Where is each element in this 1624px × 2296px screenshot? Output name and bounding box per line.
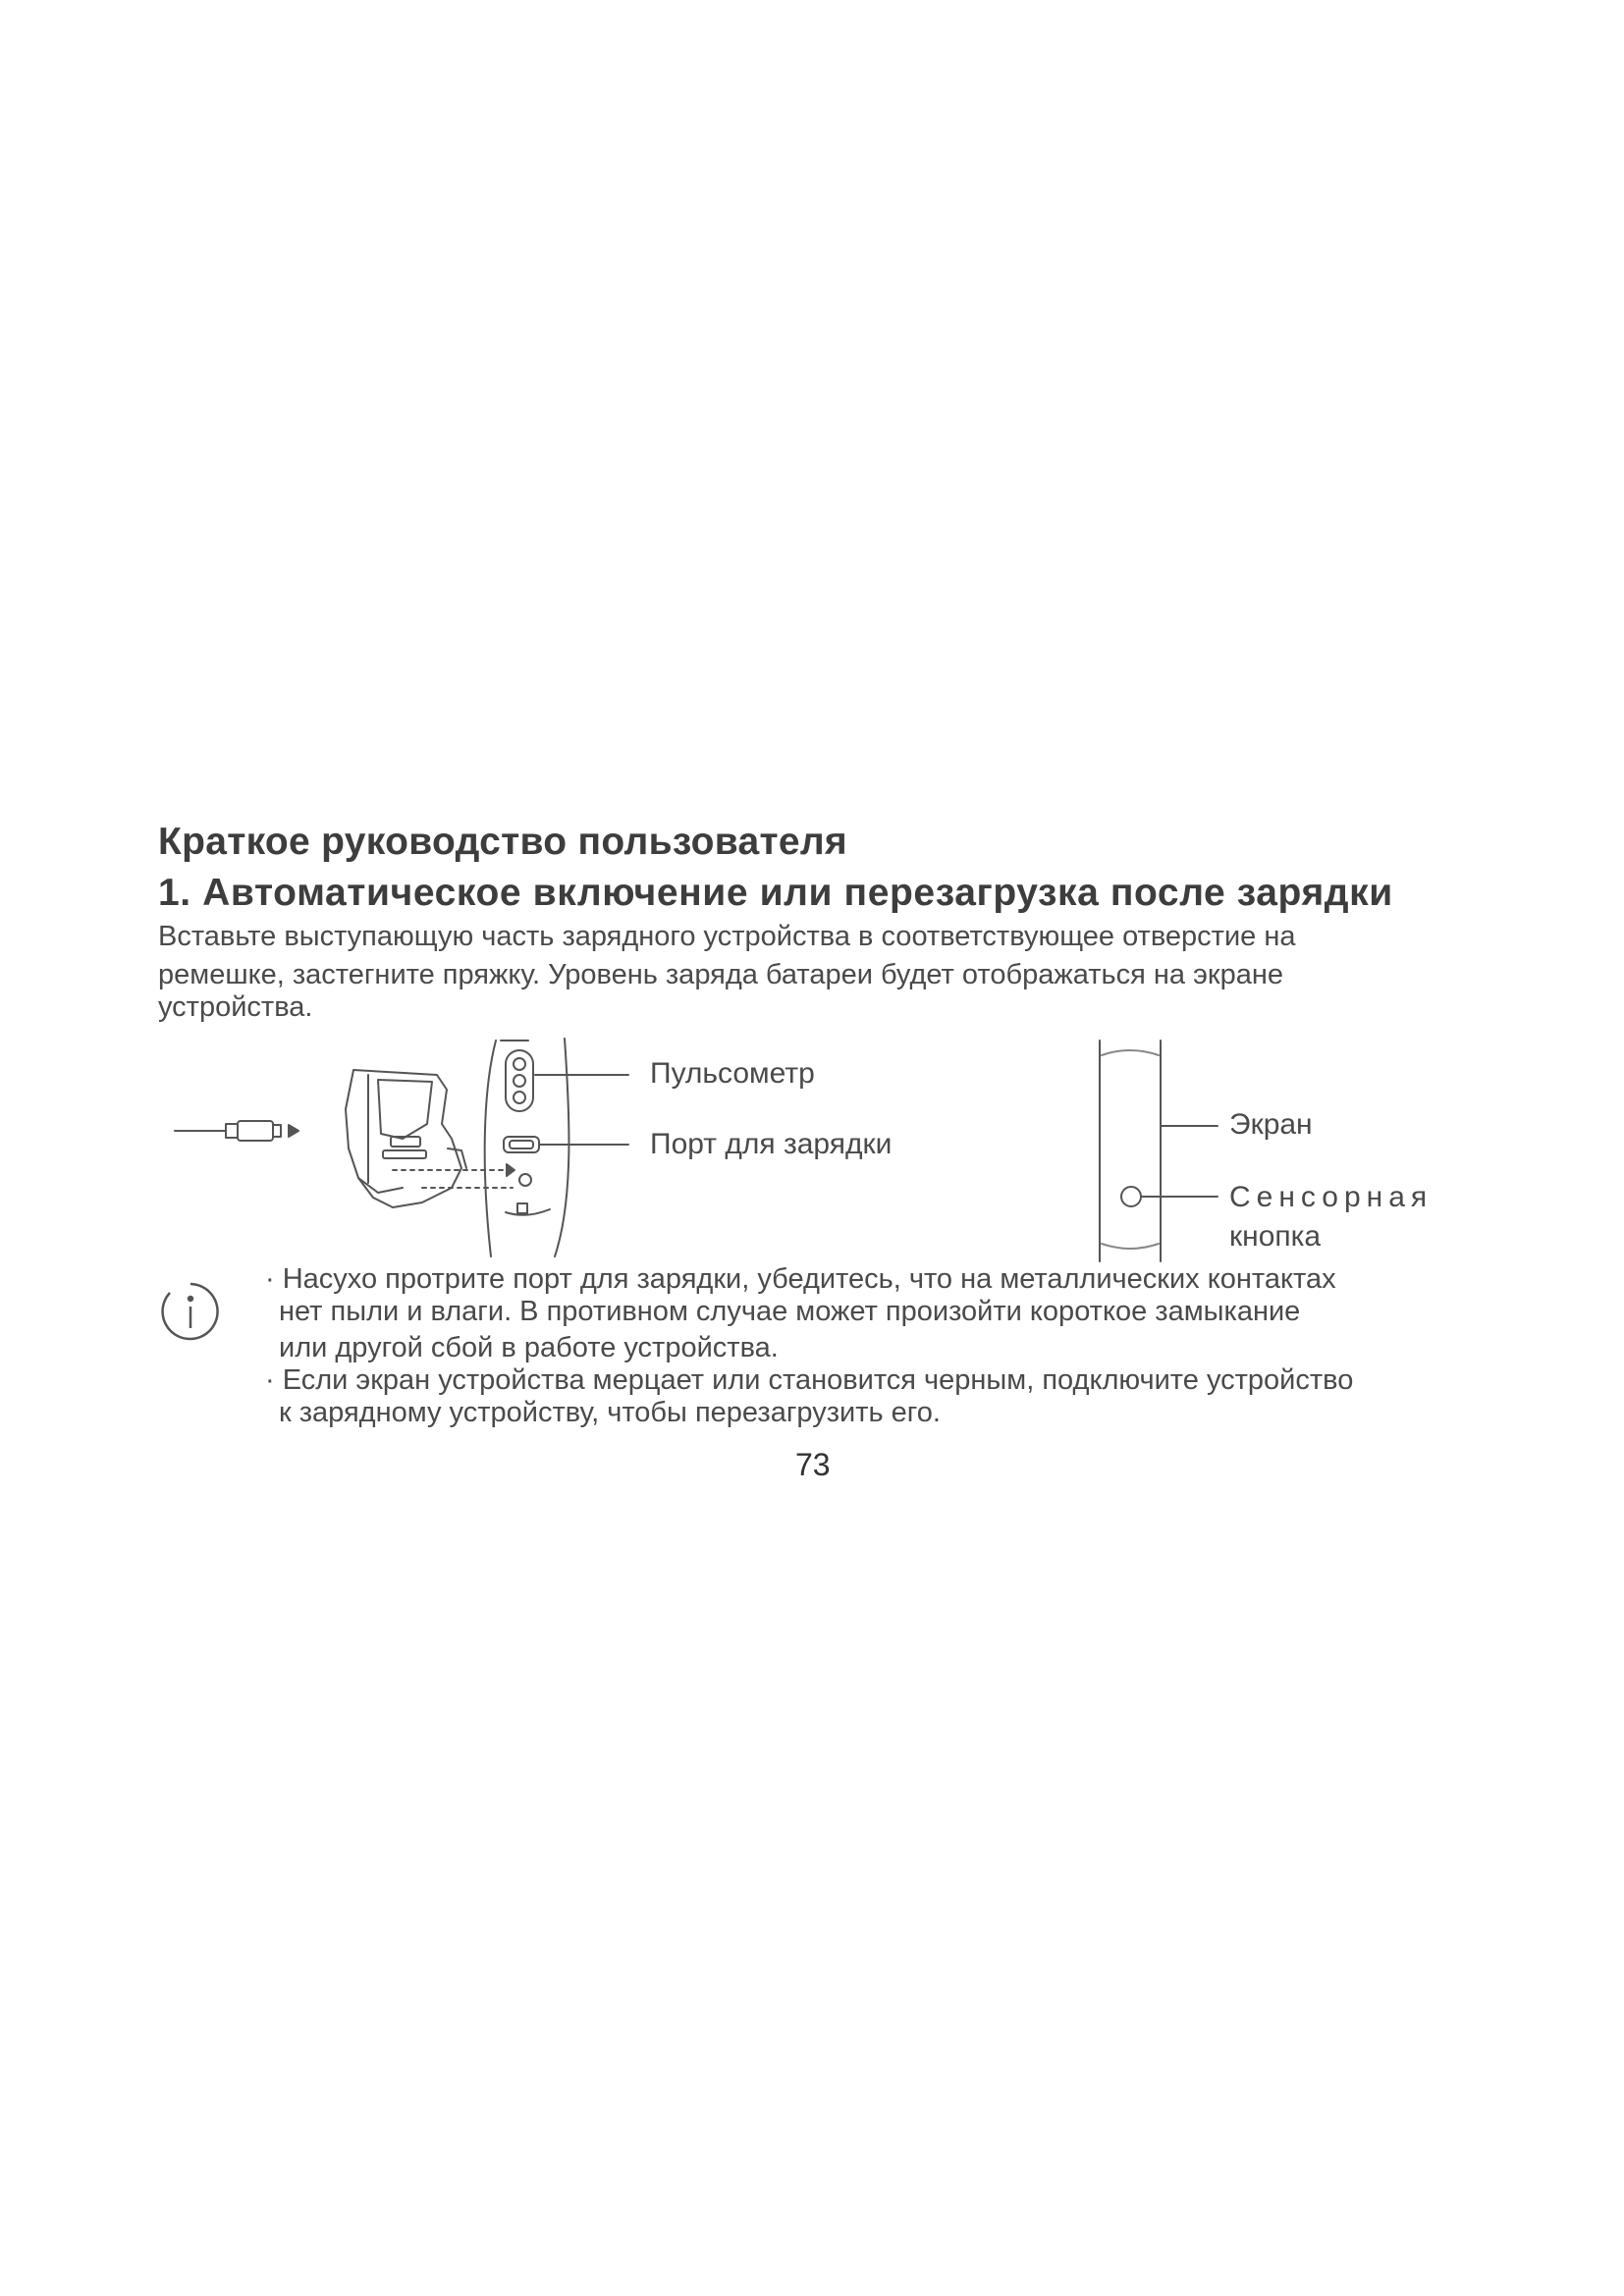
paragraph-line: устройства. [158,991,313,1023]
note-line: или другой сбой в работе устройства. [279,1332,779,1363]
instruction-paragraph [158,921,1296,1024]
usb-plug [226,1124,238,1138]
heart-rate-sensor [506,1050,533,1111]
section-heading: 1. Автоматическое включение или перезагрузка после зарядки [158,872,1393,914]
note-line: · Насухо протрите порт для зарядки, убедитесь, что на металлических контактах [265,1263,1336,1295]
charging-illustration [167,1031,677,1266]
paragraph-line: Вставьте выступающую часть зарядного устройства в соответствующее отверстие на [158,921,1296,952]
touch-button [1121,1187,1141,1206]
charging-port-label: Порт для зарядки [650,1128,893,1160]
touch-button-label-line2: кнопка [1229,1220,1322,1253]
screen-label: Экран [1229,1108,1313,1141]
note-line: к зарядному устройству, чтобы перезагрузить его. [279,1397,941,1428]
page-number: 73 [795,1447,831,1482]
notes-block [265,1263,1353,1429]
info-icon [158,1279,223,1344]
note-line: · Если экран устройства мерцает или становится черным, подключите устройство [265,1364,1354,1396]
band-outline-right [555,1039,568,1256]
band-outline-left [485,1041,496,1256]
arrow-right-icon [289,1125,298,1137]
note-line: нет пыли и влаги. В противном случае может произойти короткое замыкание [279,1296,1301,1327]
heart-rate-sensor-label: Пульсометр [650,1057,815,1090]
touch-button-label: Сенсорная [1229,1181,1434,1213]
page-title: Краткое руководство пользователя [158,821,847,863]
usb-plug-body [238,1121,273,1141]
paragraph-line: ремешке, застегните пряжку. Уровень заряда батареи будет отображаться на экране [158,959,1283,990]
